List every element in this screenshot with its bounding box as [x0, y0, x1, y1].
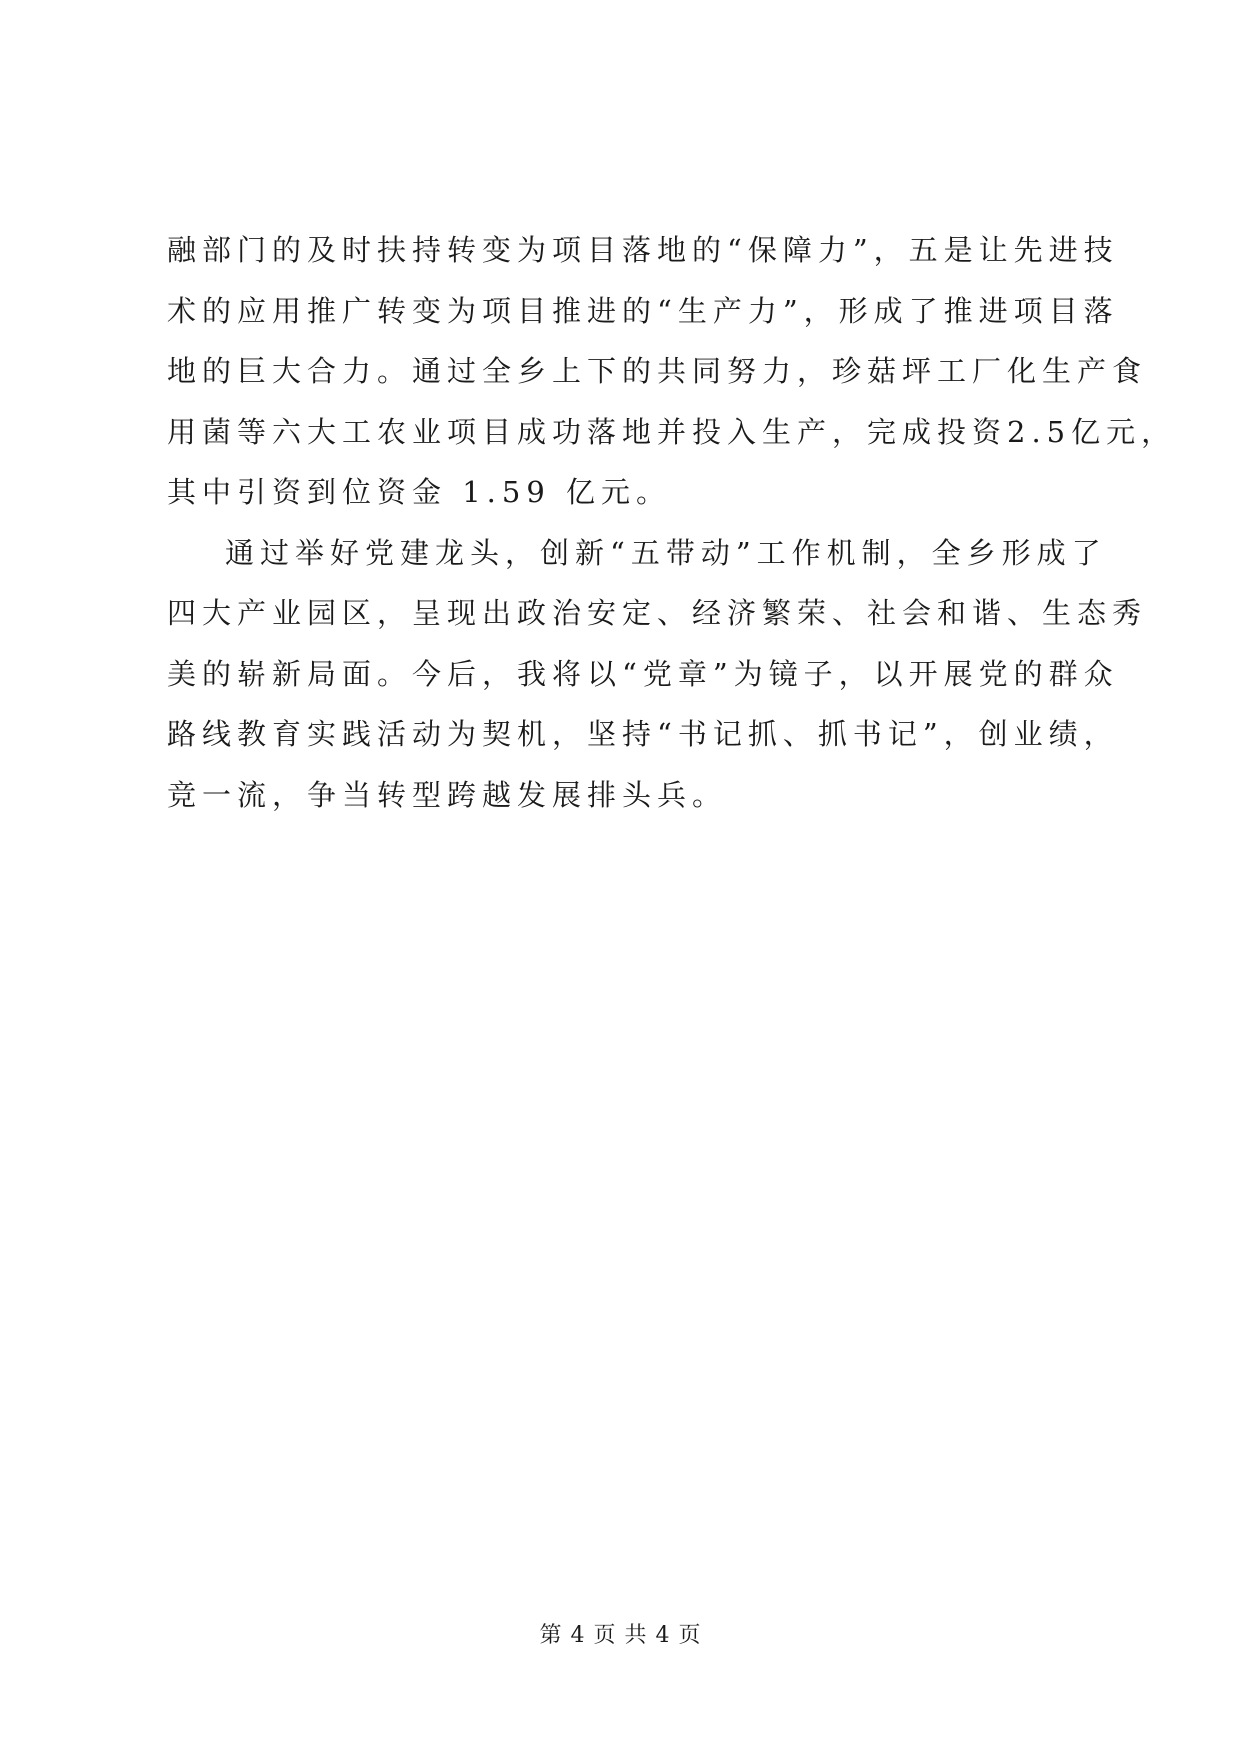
text-line: 四大产业园区，呈现出政治安定、经济繁荣、社会和谐、生态秀	[167, 596, 1148, 630]
text-line: 路线教育实践活动为契机，坚持“书记抓、抓书记”，创业绩，	[167, 717, 1119, 751]
paragraph	[167, 220, 1177, 523]
text-line: 融部门的及时扶持转变为项目落地的“保障力”，五是让先进技	[167, 233, 1119, 267]
text-line: 地的巨大合力。通过全乡上下的共同努力，珍菇坪工厂化生产食	[167, 354, 1148, 388]
page-number-footer: 第 4 页 共 4 页	[539, 1623, 702, 1648]
paragraph	[167, 523, 1148, 826]
text-line: 竞一流，争当转型跨越发展排头兵。	[167, 777, 728, 812]
text-line: 术的应用推广转变为项目推进的“生产力”，形成了推进项目落	[167, 293, 1119, 328]
document-body	[167, 220, 1177, 825]
text-line: 其中引资到位资金 1.59 亿元。	[167, 475, 672, 509]
text-line: 用菌等六大工农业项目成功落地并投入生产，完成投资2.5亿元，	[167, 414, 1177, 449]
text-line: 美的崭新局面。今后，我将以“党章”为镜子，以开展党的群众	[167, 656, 1119, 691]
text-line: 通过举好党建龙头，创新“五带动”工作机制，全乡形成了	[225, 535, 1107, 570]
